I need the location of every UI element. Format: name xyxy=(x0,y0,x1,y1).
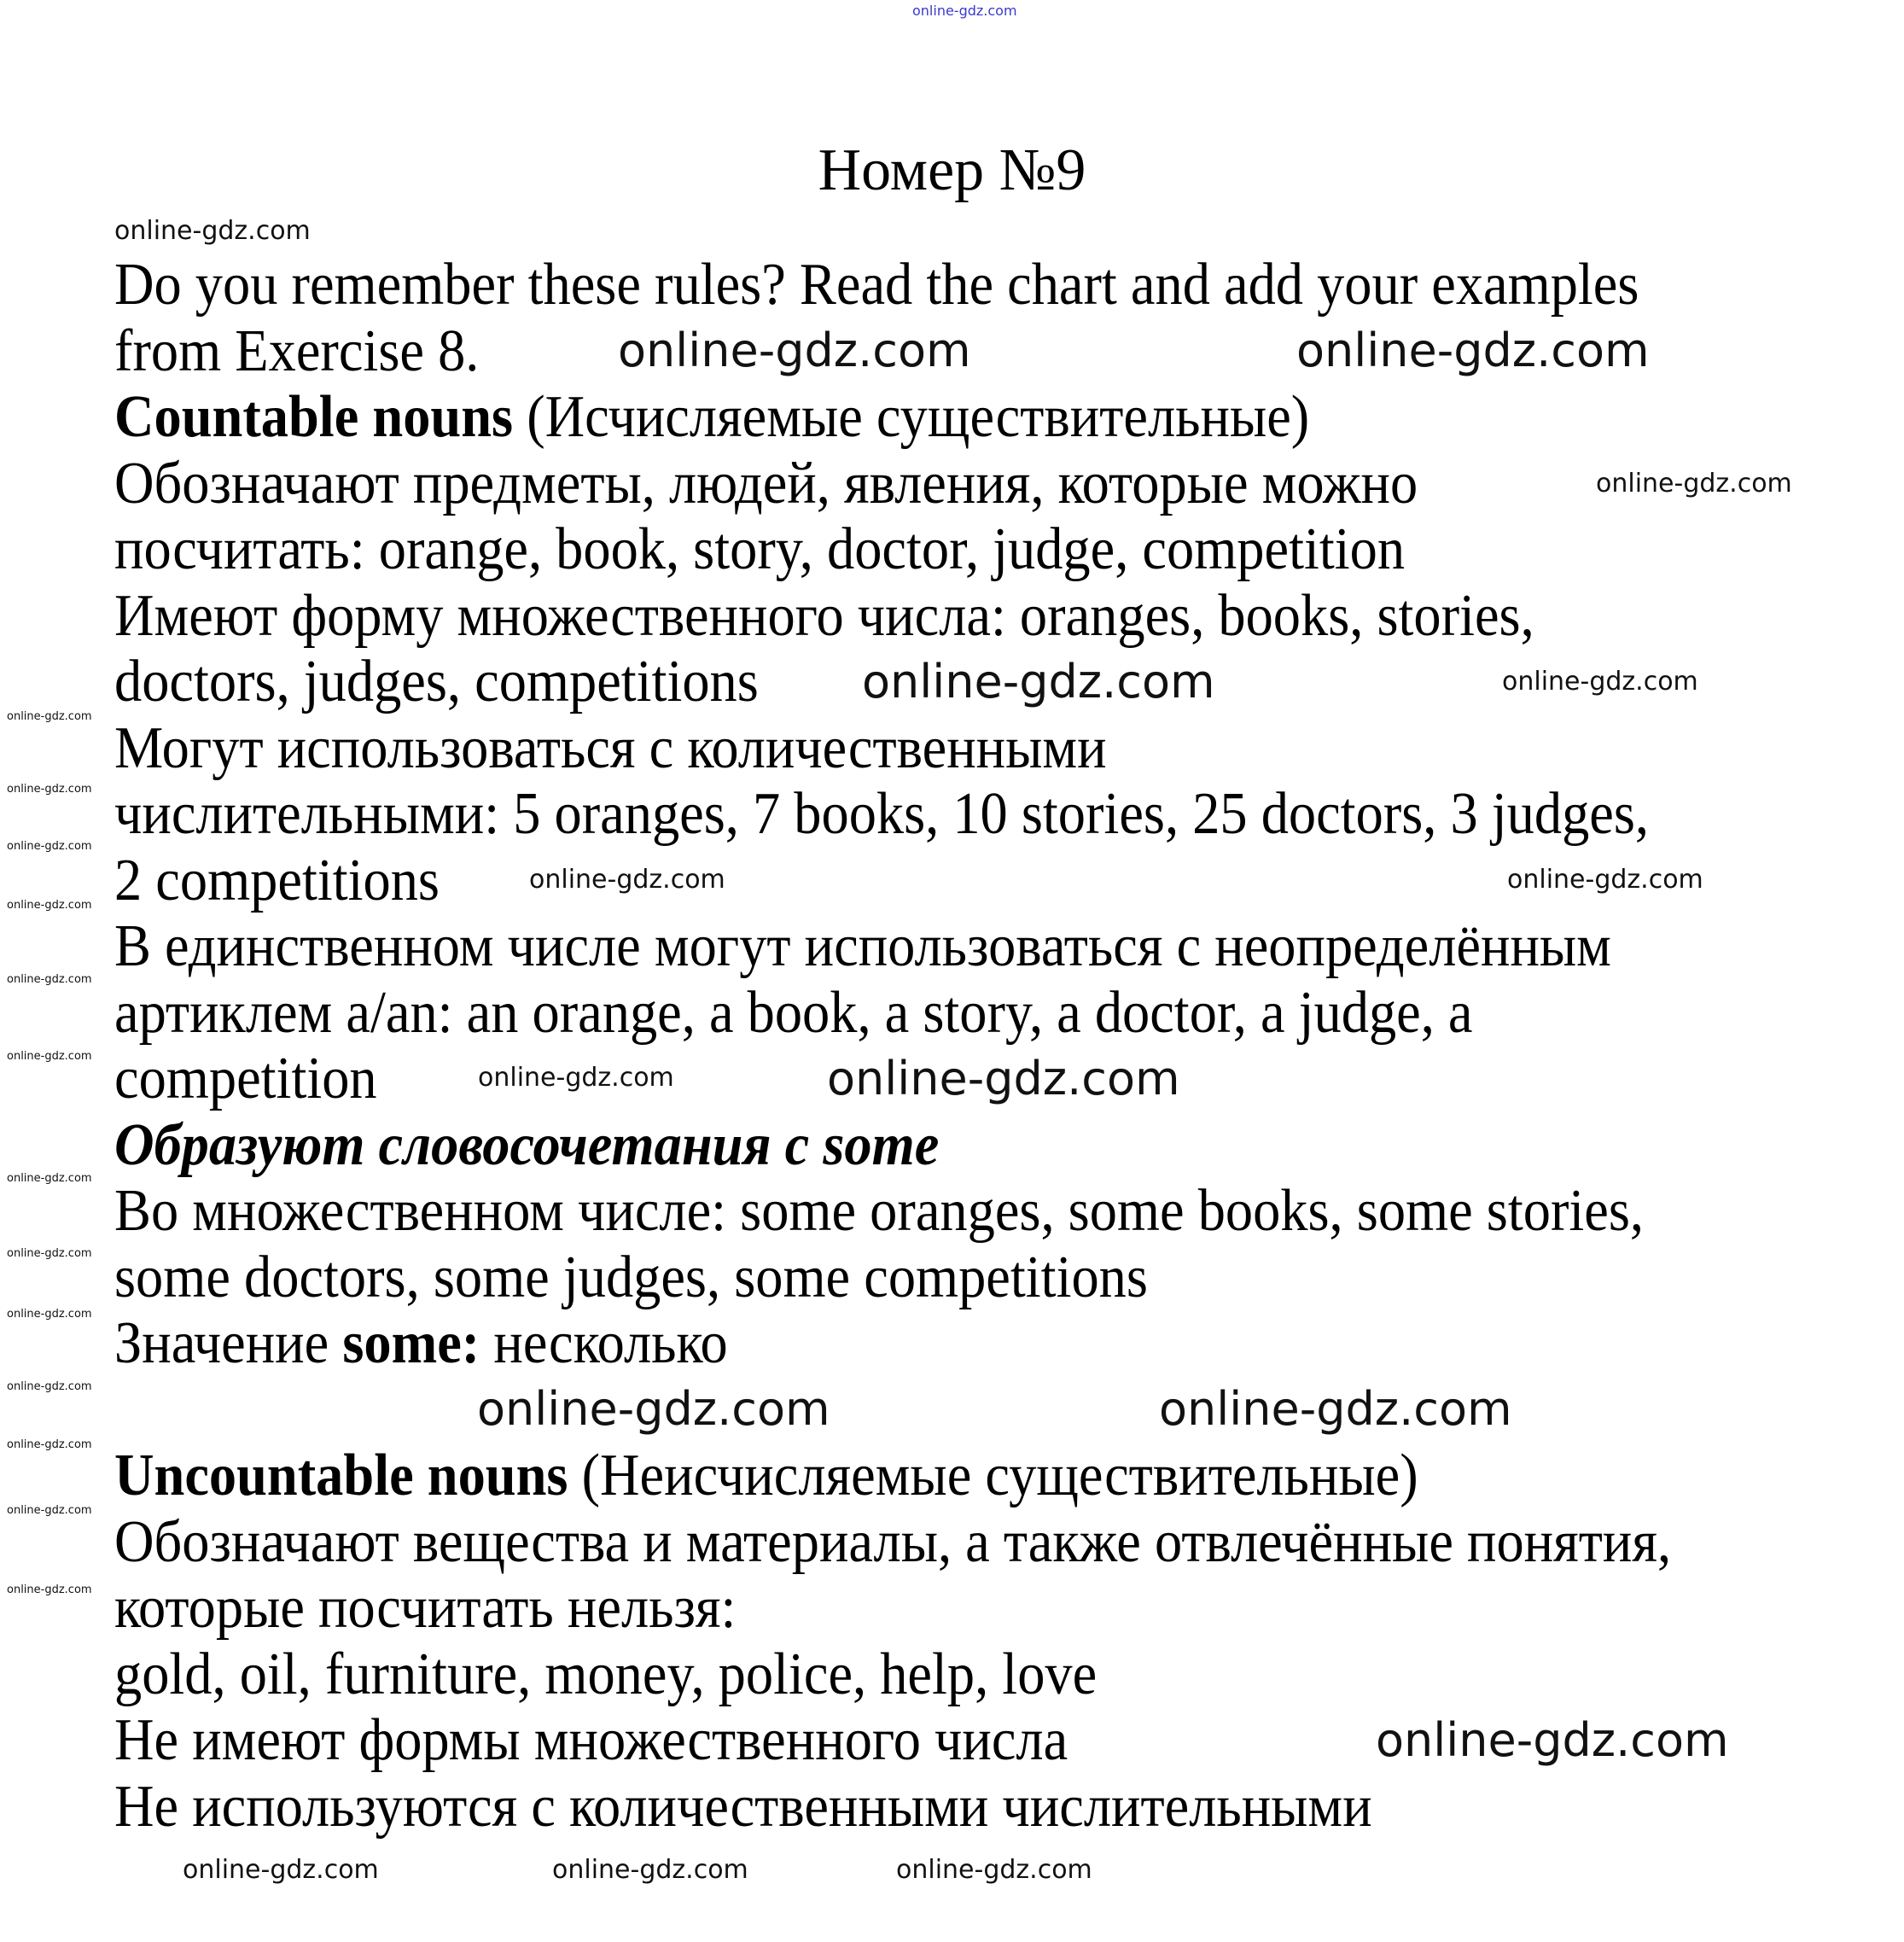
document-body xyxy=(114,252,1807,1840)
paragraph-line: competition xyxy=(114,1046,377,1111)
paragraph-line: В единственном числе могут использоваться с неопределённым xyxy=(114,913,1611,979)
watermark: online-gdz.com xyxy=(827,1052,1180,1105)
paragraph-line: Имеют форму множественного числа: oranges, books, stories, xyxy=(114,582,1534,649)
paragraph-line: Обозначают вещества и материалы, а также отвлечённые понятия, xyxy=(114,1508,1672,1575)
paragraph-line: Могут использоваться с количественными xyxy=(114,714,1107,781)
paragraph-line: которые посчитать нельзя: xyxy=(114,1575,737,1641)
paragraph-line: Не имеют формы множественного числа xyxy=(114,1707,1068,1773)
meaning-label: Значение xyxy=(114,1310,343,1376)
watermark: online-gdz.com xyxy=(7,1504,92,1517)
page-title: Номер №9 xyxy=(818,137,1086,203)
watermark: online-gdz.com xyxy=(896,1855,1092,1885)
paragraph-line: Do you remember these rules? Read the chart and add your examples xyxy=(114,252,1639,318)
paragraph-line: some doctors, some judges, some competitions xyxy=(114,1244,1148,1310)
watermark: online-gdz.com xyxy=(552,1855,748,1885)
paragraph-line: артиклем a/an: an orange, a book, a story, a doctor, a judge, a xyxy=(114,979,1473,1046)
countable-heading xyxy=(114,384,1671,451)
watermark: online-gdz.com xyxy=(7,1583,92,1596)
watermark: online-gdz.com xyxy=(1159,1382,1512,1436)
paragraph-line: Обозначают предметы, людей, явления, которые можно xyxy=(114,450,1418,516)
watermark: online-gdz.com xyxy=(1507,865,1703,895)
heading-bold: Uncountable nouns xyxy=(114,1443,568,1508)
watermark: online-gdz.com xyxy=(478,1063,674,1093)
watermark: online-gdz.com xyxy=(1296,324,1650,377)
watermark: online-gdz.com xyxy=(7,1380,92,1393)
heading-bold: Countable nouns xyxy=(114,384,514,450)
paragraph-line: Не используются с количественными числительными xyxy=(114,1773,1372,1840)
meaning-bold: some: xyxy=(342,1310,480,1376)
meaning-rest: несколько xyxy=(480,1310,728,1376)
watermark: online-gdz.com xyxy=(1376,1713,1729,1767)
heading-rest: (Неисчисляемые существительные) xyxy=(568,1443,1418,1508)
watermark: online-gdz.com xyxy=(7,1172,92,1185)
watermark: online-gdz.com xyxy=(7,783,92,796)
some-subheading: Образуют словосочетания с some xyxy=(114,1111,940,1178)
watermark: online-gdz.com xyxy=(7,1308,92,1321)
paragraph-line: посчитать: orange, book, story, doctor, judge, competition xyxy=(114,516,1406,582)
paragraph-line: doctors, judges, competitions xyxy=(114,649,759,714)
watermark: online-gdz.com xyxy=(477,1382,830,1436)
watermark: online-gdz.com xyxy=(7,899,92,912)
paragraph-line: числительными: 5 oranges, 7 books, 10 stories, 25 doctors, 3 judges, xyxy=(114,781,1650,847)
paragraph-line: from Exercise 8. xyxy=(114,318,480,384)
paragraph-line: 2 competitions xyxy=(114,847,440,913)
uncountable-heading xyxy=(114,1443,1671,1509)
watermark: online-gdz.com xyxy=(7,1438,92,1451)
paragraph-line: gold, oil, furniture, money, police, help, love xyxy=(114,1641,1098,1707)
watermark: online-gdz.com xyxy=(183,1855,379,1885)
watermark: online-gdz.com xyxy=(1502,667,1698,697)
heading-rest: (Исчисляемые существительные) xyxy=(513,384,1310,450)
watermark: online-gdz.com xyxy=(529,865,725,895)
watermark: online-gdz.com xyxy=(7,710,92,723)
watermark: online-gdz.com xyxy=(1596,469,1792,499)
some-meaning-line xyxy=(114,1310,1671,1377)
watermark: online-gdz.com xyxy=(618,324,971,377)
top-watermark: online-gdz.com xyxy=(912,3,1017,19)
paragraph-line: Во множественном числе: some oranges, some books, some stories, xyxy=(114,1178,1645,1244)
watermark: online-gdz.com xyxy=(7,840,92,853)
watermark: online-gdz.com xyxy=(7,1247,92,1260)
watermark: online-gdz.com xyxy=(862,655,1215,709)
watermark: online-gdz.com xyxy=(7,973,92,986)
watermark: online-gdz.com xyxy=(114,216,311,246)
watermark: online-gdz.com xyxy=(7,1050,92,1063)
